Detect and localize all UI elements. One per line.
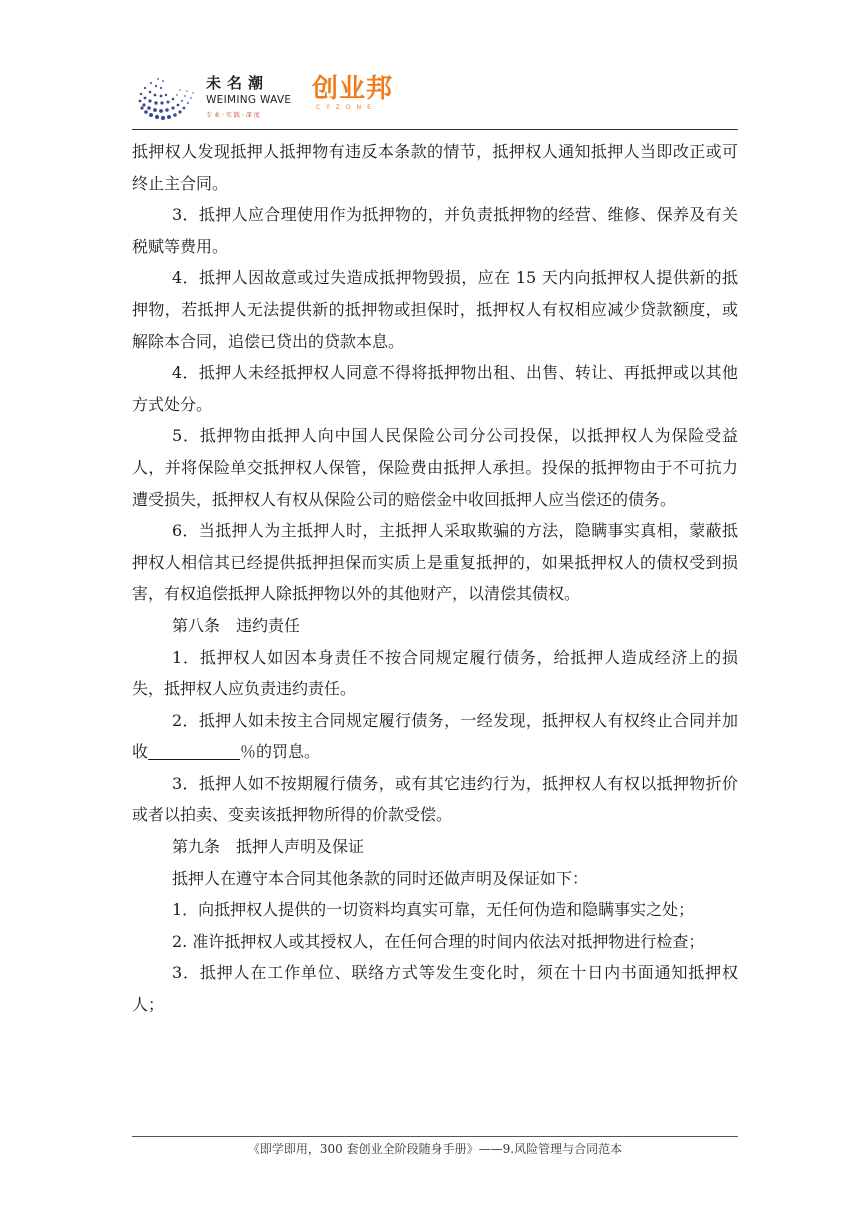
paragraph: 5．抵押物由抵押人向中国人民保险公司分公司投保，以抵押权人为保险受益人，并将保险单交抵押权人保管，保险费由抵押人承担。投保的抵押物由于不可抗力遭受损失，抵押权人有权从保险公司的赔偿金中收回抵押人应当偿还的债务。 <box>132 426 738 509</box>
footer-divider <box>132 1136 738 1137</box>
weiming-wave-logo <box>132 68 292 124</box>
article-heading-8: 第八条 违约责任 <box>172 615 301 635</box>
swirl-logo-icon <box>132 68 202 124</box>
paragraph: 2. 准许抵押权人或其授权人，在任何合理的时间内依法对抵押物进行检查； <box>172 931 705 951</box>
cyzone-logo-cn: 创业邦 <box>312 74 394 104</box>
paragraph: 抵押人在遵守本合同其他条款的同时还做声明及保证如下： <box>172 868 589 888</box>
paragraph: 6．当抵押人为主抵押人时，主抵押人采取欺骗的方法，隐瞒事实真相，蒙蔽抵押权人相信其已经提供抵押担保而实质上是重复抵押的，如果抵押权人的债权受到损害，有权追偿抵押人除抵押物以外的其他财产，以清偿其债权。 <box>132 521 738 604</box>
penalty-rate-blank <box>148 741 240 760</box>
cyzone-logo <box>312 74 402 124</box>
penalty-text-after: ％的罚息。 <box>240 742 321 762</box>
paragraph-penalty <box>132 705 738 768</box>
paragraph: 3．抵押人应合理使用作为抵押物的，并负责抵押物的经营、维修、保养及有关税赋等费用。 <box>132 205 738 256</box>
page-header <box>132 62 738 128</box>
paragraph: 1．向抵押权人提供的一切资料均真实可靠，无任何伪造和隐瞒事实之处； <box>172 900 695 920</box>
paragraph: 1．抵押权人如因本身责任不按合同规定履行债务，给抵押人造成经济上的损失，抵押权人应负责违约责任。 <box>132 647 738 699</box>
paragraph: 3．抵押人如不按期履行债务，或有其它违约行为，抵押权人有权以抵押物折价或者以拍卖、变卖该抵押物所得的价款受偿。 <box>132 773 738 825</box>
article-heading-9: 第九条 抵押人声明及保证 <box>172 837 365 857</box>
paragraph: 4．抵押人因故意或过失造成抵押物毁损，应在 15 天内向抵押权人提供新的抵押物，若抵押人无法提供新的抵押物或担保时，抵押权人有权相应减少贷款额度，或解除本合同，追偿已贷出的贷款本息。 <box>132 268 738 351</box>
paragraph: 抵押权人发现抵押人抵押物有违反本条款的情节，抵押权人通知抵押人当即改正或可终止主合同。 <box>132 142 738 193</box>
document-body <box>132 136 738 1021</box>
paragraph: 4．抵押人未经抵押权人同意不得将抵押物出租、出售、转让、再抵押或以其他方式处分。 <box>132 363 738 414</box>
page-footer: 《即学即用，300 套创业全阶段随身手册》——9.风险管理与合同范本 <box>247 1142 623 1156</box>
paragraph: 3．抵押人在工作单位、联络方式等发生变化时，须在十日内书面通知抵押权人； <box>132 963 738 1015</box>
header-divider <box>132 129 738 130</box>
weiming-logo-en: WEIMING WAVE <box>206 94 292 106</box>
weiming-logo-cn: 未名潮 <box>206 74 270 92</box>
cyzone-logo-en: CYZONE <box>316 104 377 111</box>
penalty-text-before: 2．抵押人如未按主合同规定履行债务，一经发现，抵押权人有权终止合同并加收 <box>132 710 738 762</box>
weiming-logo-slogan: 专业·实践·深度 <box>206 112 262 119</box>
